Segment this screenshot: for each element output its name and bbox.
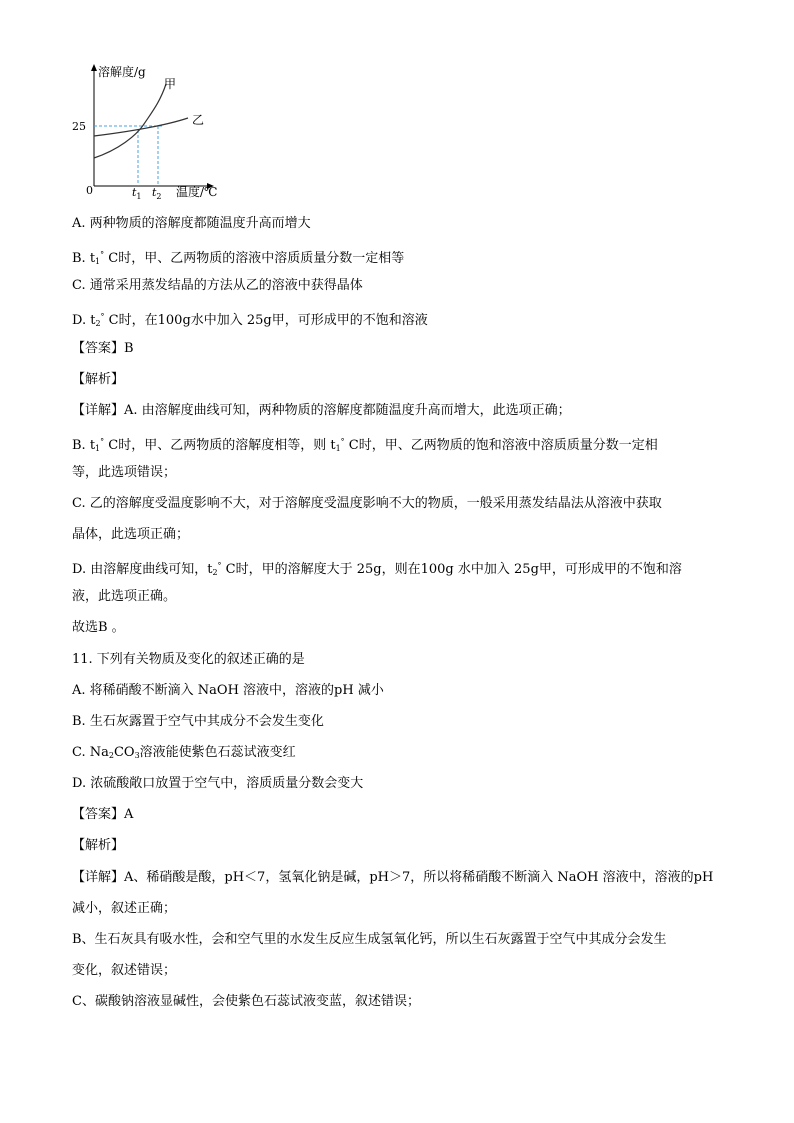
y-tick-25: 25 bbox=[72, 120, 86, 133]
q11-answer: 【答案】A bbox=[72, 807, 134, 822]
q11-detail-b-line1: B、生石灰具有吸水性，会和空气里的水发生反应生成氢氧化钙，所以生石灰露置于空气中其成分会发生 bbox=[72, 932, 667, 947]
y-axis-label: 溶解度/g bbox=[98, 65, 146, 79]
y-axis-arrow bbox=[91, 64, 97, 71]
q10-detail-d-line2: 液，此选项正确。 bbox=[72, 589, 177, 604]
t2-label: $t_2$ bbox=[152, 186, 162, 201]
q11-analysis-heading: 【解析】 bbox=[72, 838, 125, 853]
origin-label: 0 bbox=[86, 184, 93, 197]
q11-option-b: B. 生石灰露置于空气中其成分不会发生变化 bbox=[72, 714, 324, 729]
q10-detail-c-line1: C. 乙的溶解度受温度影响不大，对于溶解度受温度影响不大的物质，一般采用蒸发结晶法从溶液中获取 bbox=[72, 496, 662, 511]
q10-detail-d-line1: D. 由溶解度曲线可知，$t_2^\circ$ C时，甲的溶解度大于 25g，则在100g 水中加入 25g甲，可形成甲的不饱和溶 bbox=[72, 561, 682, 577]
q10-answer: 【答案】B bbox=[72, 341, 134, 356]
q11-option-d: D. 浓硫酸敞口放置于空气中，溶质质量分数会变大 bbox=[72, 776, 364, 791]
solubility-graph bbox=[72, 62, 234, 202]
curve-yi-label: 乙 bbox=[192, 113, 205, 127]
q10-detail-a: 【详解】A. 由溶解度曲线可知，两种物质的溶解度都随温度升高而增大，此选项正确； bbox=[72, 403, 571, 418]
curve-jia bbox=[94, 84, 166, 158]
q11-detail-a-line2: 减小，叙述正确； bbox=[72, 901, 177, 916]
q10-option-c: C. 通常采用蒸发结晶的方法从乙的溶液中获得晶体 bbox=[72, 278, 363, 293]
curve-yi bbox=[94, 118, 188, 136]
q11-option-c: C. $Na_2CO_3$溶液能使紫色石蕊试液变红 bbox=[72, 745, 296, 760]
q10-detail-c-line2: 晶体，此选项正确； bbox=[72, 527, 190, 542]
q11-detail-b-line2: 变化，叙述错误； bbox=[72, 963, 177, 978]
q11-stem: 11. 下列有关物质及变化的叙述正确的是 bbox=[72, 652, 305, 667]
q11-detail-a-line1: 【详解】A、稀硝酸是酸，pH＜7，氢氧化钠是碱，pH＞7，所以将稀硝酸不断滴入 NaOH 溶液中，溶液的pH bbox=[72, 870, 714, 885]
x-axis-label: 温度/℃ bbox=[176, 185, 218, 199]
t1-label: $t_1$ bbox=[132, 186, 142, 201]
q11-detail-c: C、碳酸钠溶液显碱性，会使紫色石蕊试液变蓝，叙述错误； bbox=[72, 994, 420, 1009]
q10-option-b: B. $t_1^\circ$ C时，甲、乙两物质的溶液中溶质质量分数一定相等 bbox=[72, 250, 405, 266]
q10-conclusion: 故选B 。 bbox=[72, 620, 125, 635]
q10-detail-b-line1: B. $t_1^\circ$ C时，甲、乙两物质的溶解度相等，则 $t_1^\circ$ C时，甲、乙两物质的饱和溶液中溶质质量分数一定相 bbox=[72, 437, 658, 453]
q10-detail-b-line2: 等，此选项错误； bbox=[72, 465, 177, 480]
q10-analysis-heading: 【解析】 bbox=[72, 372, 125, 387]
q11-option-a: A. 将稀硝酸不断滴入 NaOH 溶液中，溶液的pH 减小 bbox=[72, 683, 384, 698]
q10-option-d: D. $t_2^\circ$ C时，在100g水中加入 25g甲，可形成甲的不饱和溶液 bbox=[72, 312, 428, 328]
q10-option-a: A. 两种物质的溶解度都随温度升高而增大 bbox=[72, 216, 311, 231]
curve-jia-label: 甲 bbox=[164, 77, 177, 91]
